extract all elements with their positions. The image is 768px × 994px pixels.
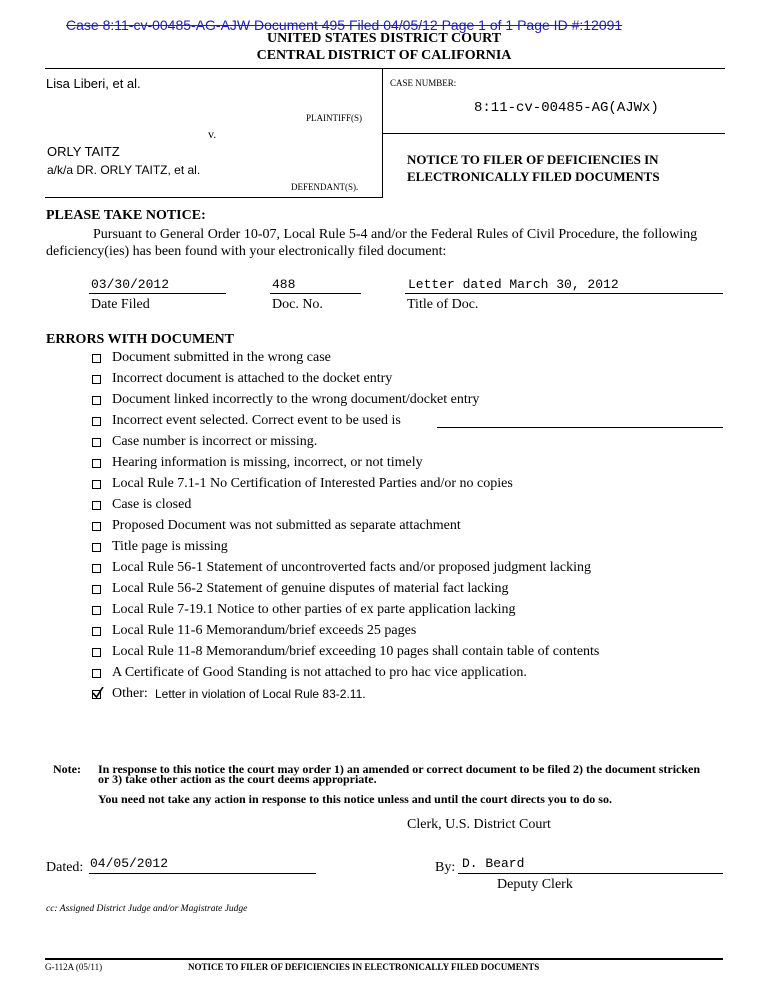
checkbox[interactable]	[92, 669, 101, 678]
cc-line: cc: Assigned District Judge and/or Magistrate Judge	[46, 904, 248, 914]
footer-title: NOTICE TO FILER OF DEFICIENCIES IN ELECTRONICALLY FILED DOCUMENTS	[188, 962, 540, 972]
by-rule	[458, 873, 723, 874]
case-header-stamp: Case 8:11-cv-00485-AG-AJW Document 495 Filed 04/05/12 Page 1 of 1 Page ID #:12091	[66, 17, 623, 33]
error-item-label: Local Rule 7.1-1 No Certification of Interested Parties and/or no copies	[112, 476, 513, 491]
dated-rule	[89, 873, 316, 874]
error-item-label: Local Rule 56-1 Statement of uncontroverted facts and/or proposed judgment lacking	[112, 560, 591, 575]
checkmark-icon	[92, 687, 104, 699]
checkbox-checked[interactable]	[92, 690, 101, 699]
checkbox[interactable]	[92, 459, 101, 468]
note-line1: In response to this notice the court may order 1) an amended or correct document to be filed 2) the document stricken	[98, 762, 701, 776]
notice-body-line2: deficiency(ies) has been found with your electronically filed document:	[46, 244, 447, 259]
error-item-label: Hearing information is missing, incorrect, or not timely	[112, 455, 423, 470]
doc-no-rule	[270, 293, 361, 294]
checkbox[interactable]	[92, 480, 101, 489]
plaintiff-label: PLAINTIFF(S)	[306, 113, 363, 123]
by-value: D. Beard	[462, 856, 525, 871]
checkbox[interactable]	[92, 543, 101, 552]
error-item-label: Document submitted in the wrong case	[112, 350, 331, 365]
notice-body-line1: Pursuant to General Order 10-07, Local Rule 5-4 and/or the Federal Rules of Civil Procedure, the following	[93, 227, 698, 242]
clerk-title: Clerk, U.S. District Court	[407, 817, 551, 832]
checkbox[interactable]	[92, 438, 101, 447]
note-label: Note:	[53, 762, 81, 776]
checkbox[interactable]	[92, 648, 101, 657]
error-item-label: Other:	[112, 686, 148, 701]
error-item-label: Incorrect document is attached to the docket entry	[112, 371, 393, 386]
date-filed-rule	[89, 293, 226, 294]
checkbox[interactable]	[92, 585, 101, 594]
case-number-label: CASE NUMBER:	[390, 78, 457, 88]
defendant-aka: a/k/a DR. ORLY TAITZ, et al.	[47, 163, 201, 177]
court-name: UNITED STATES DISTRICT COURT	[266, 31, 502, 46]
error-item-label: Local Rule 56-2 Statement of genuine disputes of material fact lacking	[112, 581, 509, 596]
date-filed-label: Date Filed	[91, 297, 150, 312]
error-item-label: Case is closed	[112, 497, 192, 512]
checkbox[interactable]	[92, 396, 101, 405]
correct-event-rule	[437, 427, 723, 428]
notice-title-line2: ELECTRONICALLY FILED DOCUMENTS	[407, 169, 660, 184]
checkbox[interactable]	[92, 501, 101, 510]
error-item-label: Proposed Document was not submitted as separate attachment	[112, 518, 461, 533]
form-code: G-112A (05/11)	[45, 962, 103, 972]
dated-label: Dated:	[46, 860, 84, 875]
case-number-rule	[382, 133, 725, 134]
dated-value: 04/05/2012	[90, 856, 169, 871]
doc-title-rule	[405, 293, 723, 294]
checkbox[interactable]	[92, 417, 101, 426]
error-item-label: Incorrect event selected. Correct event to be used is	[112, 413, 401, 428]
checkbox[interactable]	[92, 627, 101, 636]
notice-heading: PLEASE TAKE NOTICE:	[46, 208, 206, 223]
doc-title-label: Title of Doc.	[407, 297, 479, 312]
error-item-label: Document linked incorrectly to the wrong document/docket entry	[112, 392, 480, 407]
checkbox[interactable]	[92, 606, 101, 615]
errors-heading: ERRORS WITH DOCUMENT	[46, 332, 234, 347]
error-item-label: A Certificate of Good Standing is not attached to pro hac vice application.	[112, 665, 527, 680]
footer-rule	[45, 958, 723, 960]
caption-bottom-rule	[45, 197, 383, 198]
checkbox[interactable]	[92, 522, 101, 531]
doc-no-label: Doc. No.	[272, 297, 323, 312]
deputy-clerk-label: Deputy Clerk	[497, 877, 573, 892]
error-item-label: Case number is incorrect or missing.	[112, 434, 318, 449]
notice-title-line1: NOTICE TO FILER OF DEFICIENCIES IN	[407, 152, 659, 167]
checkbox[interactable]	[92, 375, 101, 384]
error-item-label: Local Rule 11-8 Memorandum/brief exceeding 10 pages shall contain table of contents	[112, 644, 600, 659]
court-district: CENTRAL DISTRICT OF CALIFORNIA	[256, 48, 512, 63]
error-item-label: Local Rule 11-6 Memorandum/brief exceeds 25 pages	[112, 623, 417, 638]
versus-label: v.	[208, 127, 217, 141]
checkbox[interactable]	[92, 354, 101, 363]
doc-no-value: 488	[272, 277, 296, 292]
caption-top-rule	[45, 68, 725, 69]
checkbox[interactable]	[92, 564, 101, 573]
error-item-label: Title page is missing	[112, 539, 228, 554]
defendant-name: ORLY TAITZ	[47, 144, 120, 159]
other-value: Letter in violation of Local Rule 83-2.11.	[155, 687, 366, 701]
plaintiff-name: Lisa Liberi, et al.	[46, 76, 141, 91]
note-line2: or 3) take other action as the court deems appropriate.	[98, 772, 377, 786]
doc-title-value: Letter dated March 30, 2012	[408, 277, 619, 292]
note-line3: You need not take any action in response to this notice unless and until the court directs you to do so.	[98, 792, 612, 806]
by-label: By:	[435, 860, 456, 875]
error-item-label: Local Rule 7-19.1 Notice to other parties of ex parte application lacking	[112, 602, 516, 617]
case-number-value: 8:11-cv-00485-AG(AJWx)	[474, 100, 659, 116]
defendant-label: DEFENDANT(S).	[291, 182, 359, 192]
date-filed-value: 03/30/2012	[91, 277, 170, 292]
